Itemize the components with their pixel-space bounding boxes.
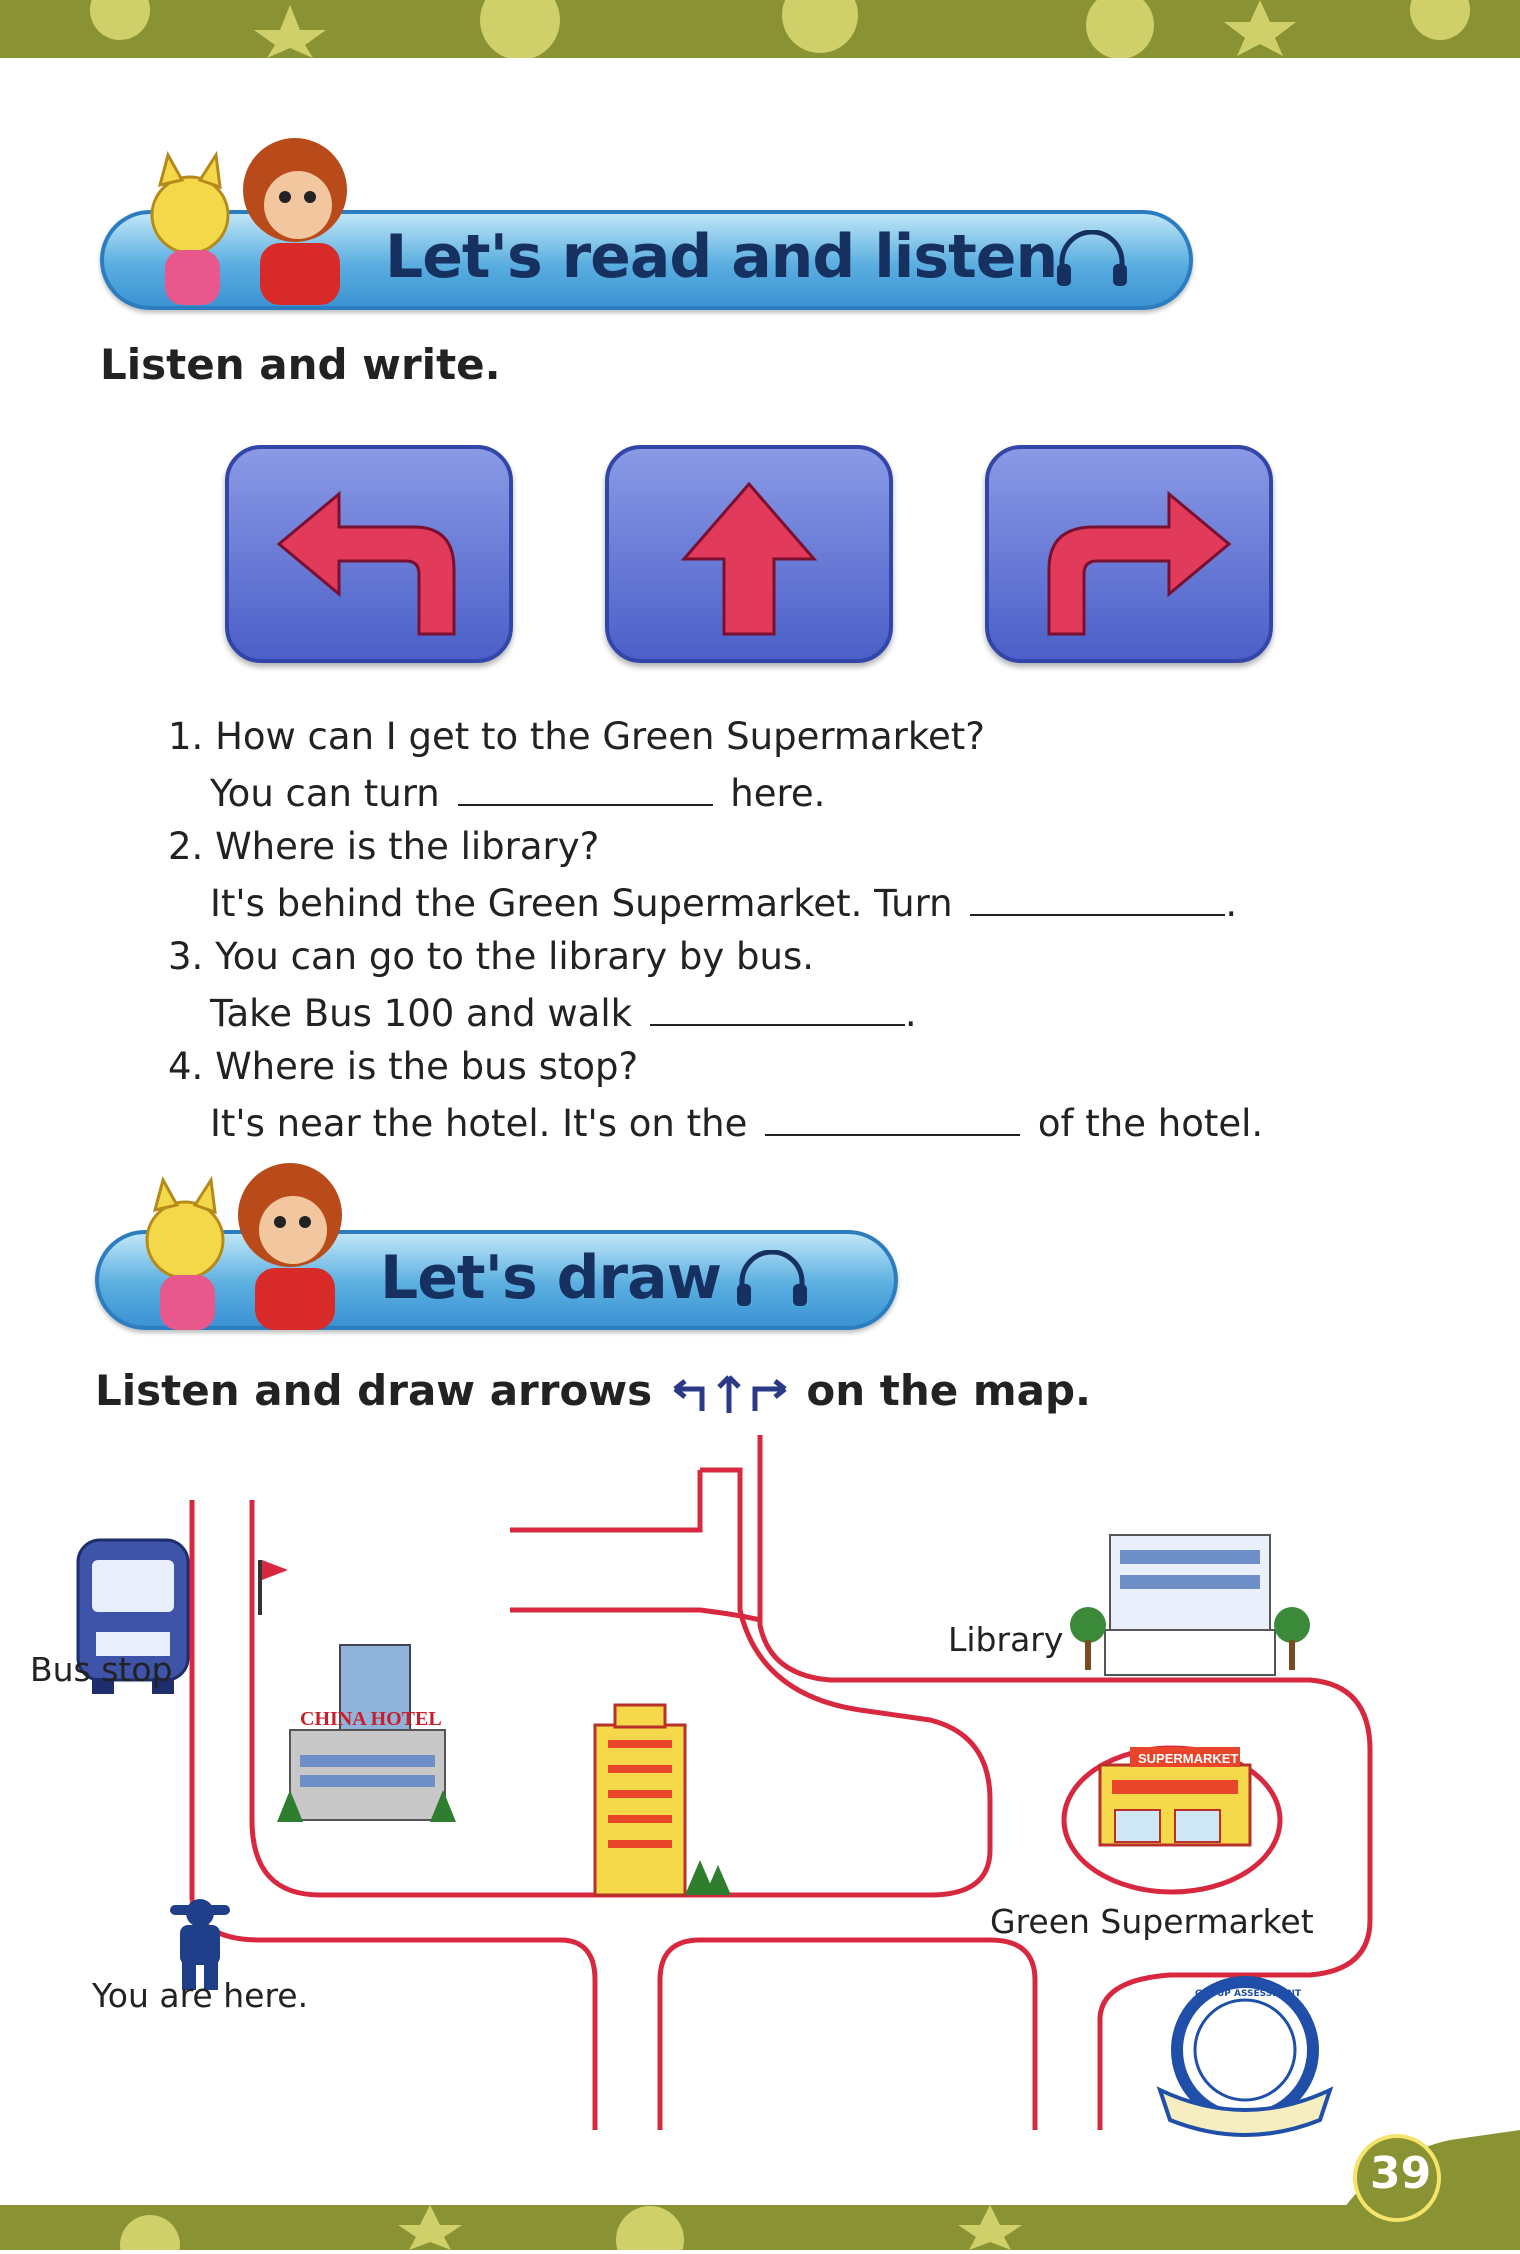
answer-blank-2[interactable] bbox=[970, 884, 1225, 916]
question-number: 3. bbox=[168, 935, 204, 978]
question-3-line2: Take Bus 100 and walk . bbox=[210, 992, 917, 1035]
question-3-line1: 3. You can go to the library by bus. bbox=[168, 935, 815, 978]
turn-right-arrow-icon bbox=[989, 449, 1269, 659]
cat-monkey-mascot-icon bbox=[120, 125, 380, 310]
question-4-line1: 4. Where is the bus stop? bbox=[168, 1045, 639, 1088]
road-bottom-middle bbox=[660, 1940, 1035, 2130]
small-arrows-icon bbox=[667, 1369, 792, 1419]
arrow-card-left bbox=[225, 445, 513, 663]
street-map bbox=[0, 1420, 1520, 2140]
hotel-sign: CHINA HOTEL bbox=[300, 1708, 442, 1730]
question-number: 1. bbox=[168, 715, 204, 758]
china-hotel-building bbox=[277, 1645, 456, 1822]
star-pattern bbox=[0, 2205, 1520, 2250]
bus-stop-label: Bus stop bbox=[30, 1650, 173, 1689]
headphones-icon bbox=[732, 1250, 812, 1310]
stamp-text: GROUP ASSESSMENT bbox=[1195, 1989, 1302, 1999]
bottom-decorative-bar bbox=[0, 2205, 1520, 2250]
question-2-line2: It's behind the Green Supermarket. Turn . bbox=[210, 882, 1238, 925]
library-label: Library bbox=[948, 1620, 1064, 1659]
answer-blank-3[interactable] bbox=[650, 994, 905, 1026]
supermarket-sign: SUPERMARKET bbox=[1138, 1751, 1239, 1766]
page-number: 39 bbox=[1370, 2148, 1432, 2199]
section1-title: Let's read and listen bbox=[385, 222, 1058, 292]
you-are-here-label: You are here. bbox=[92, 1976, 309, 2015]
supermarket-building bbox=[1100, 1747, 1250, 1845]
question-list bbox=[168, 715, 1263, 1145]
straight-arrow-icon bbox=[609, 449, 889, 659]
flag-icon bbox=[260, 1560, 288, 1615]
green-supermarket-label: Green Supermarket bbox=[990, 1902, 1314, 1941]
question-1-line2: You can turn here. bbox=[210, 772, 826, 815]
road-bottom-left bbox=[192, 1900, 595, 2130]
answer-blank-4[interactable] bbox=[765, 1104, 1020, 1136]
star-pattern bbox=[0, 0, 1520, 58]
cat-monkey-mascot-icon bbox=[115, 1150, 375, 1335]
question-2-line1: 2. Where is the library? bbox=[168, 825, 600, 868]
arrow-card-right bbox=[985, 445, 1273, 663]
arrow-card-straight bbox=[605, 445, 893, 663]
headphones-icon bbox=[1052, 230, 1132, 290]
section2-title: Let's draw bbox=[380, 1243, 722, 1313]
answer-blank-1[interactable] bbox=[458, 774, 713, 806]
library-building bbox=[1070, 1535, 1310, 1675]
office-building bbox=[595, 1705, 731, 1895]
question-1-line1: 1. How can I get to the Green Supermarket? bbox=[168, 715, 985, 758]
top-decorative-bar bbox=[0, 0, 1520, 58]
instruction-draw-arrows: Listen and draw arrows on the map. bbox=[95, 1366, 1091, 1419]
road-top-branch-lower bbox=[510, 1610, 760, 1620]
question-4-line2: It's near the hotel. It's on the of the hotel. bbox=[210, 1102, 1264, 1145]
group-assessment-stamp bbox=[1160, 1982, 1330, 2135]
question-number: 4. bbox=[168, 1045, 204, 1088]
instruction-listen-write: Listen and write. bbox=[100, 340, 501, 389]
road-top-branch bbox=[510, 1470, 700, 1530]
turn-left-arrow-icon bbox=[229, 449, 509, 659]
question-number: 2. bbox=[168, 825, 204, 868]
